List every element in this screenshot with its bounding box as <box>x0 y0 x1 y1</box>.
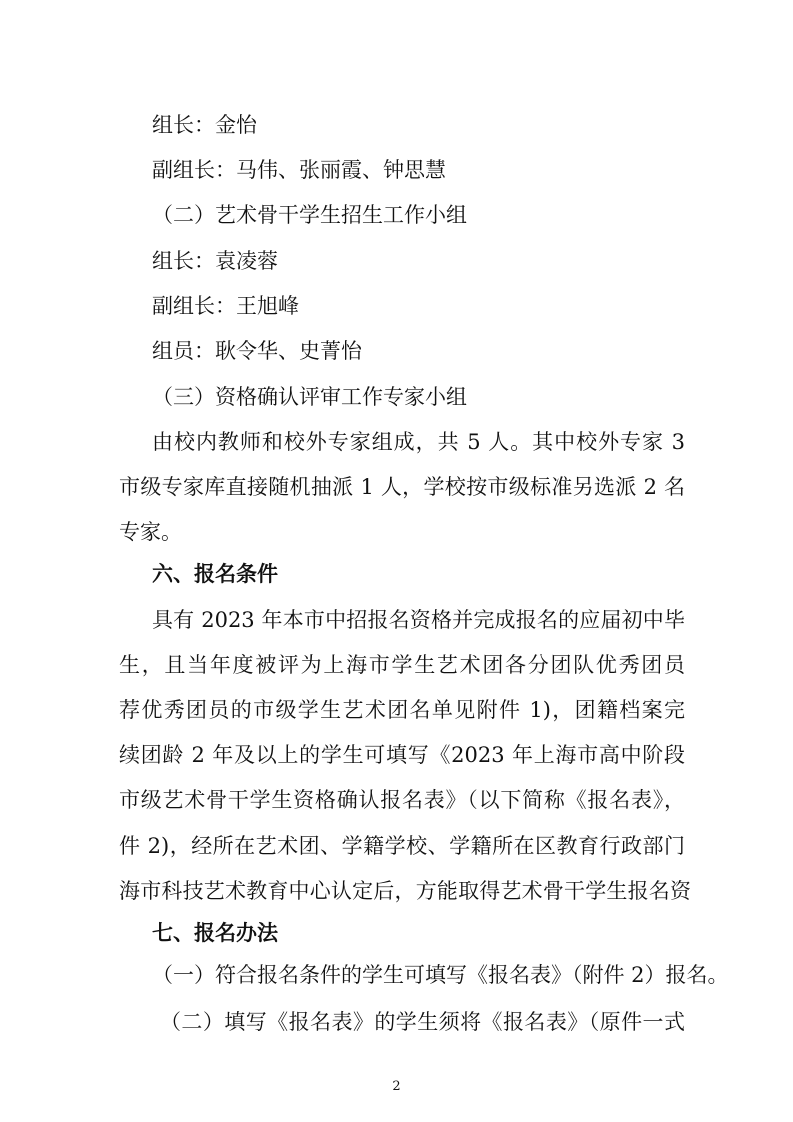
section-heading: 七、报名办法 <box>152 921 278 945</box>
text-line: 件 2)，经所在艺术团、学籍学校、学籍所在区教育行政部门 <box>119 834 685 858</box>
subheading: （三）资格确认评审工作专家小组 <box>152 385 467 409</box>
text-line: 荐优秀团员的市级学生艺术团名单见附件 1)，团籍档案完 <box>119 698 685 722</box>
text-line: 组长：袁凌蓉 <box>152 249 278 273</box>
text-line: 海市科技艺术教育中心认定后，方能取得艺术骨干学生报名资 <box>119 879 691 903</box>
page-number: 2 <box>392 1079 401 1094</box>
text-line: （一）符合报名条件的学生可填写《报名表》（附件 2）报名。 <box>152 963 729 987</box>
section-heading: 六、报名条件 <box>152 562 278 586</box>
text-line: 副组长：王旭峰 <box>152 294 299 318</box>
text-line: 市级艺术骨干学生资格确认报名表》（以下简称《报名表》， <box>119 788 685 812</box>
text-line: （二）填写《报名表》的学生须将《报名表》（原件一式 <box>160 1010 685 1034</box>
text-line: 由校内教师和校外专家组成，共 5 人。其中校外专家 3 <box>152 430 685 454</box>
text-line: 市级专家库直接随机抽派 1 人，学校按市级标准另选派 2 名 <box>119 475 685 499</box>
text-line: 专家。 <box>119 520 182 544</box>
text-line: 副组长：马伟、张丽霞、钟思慧 <box>152 158 446 182</box>
text-line: 组员：耿令华、史菁怡 <box>152 339 362 363</box>
subheading: （二）艺术骨干学生招生工作小组 <box>152 203 467 227</box>
text-line: 组长：金怡 <box>152 113 257 137</box>
text-line: 具有 2023 年本市中招报名资格并完成报名的应届初中毕 <box>152 608 685 632</box>
text-line: 续团龄 2 年及以上的学生可填写《2023 年上海市高中阶段 <box>119 743 685 767</box>
text-line: 生，且当年度被评为上海市学生艺术团各分团队优秀团员 <box>119 653 685 677</box>
